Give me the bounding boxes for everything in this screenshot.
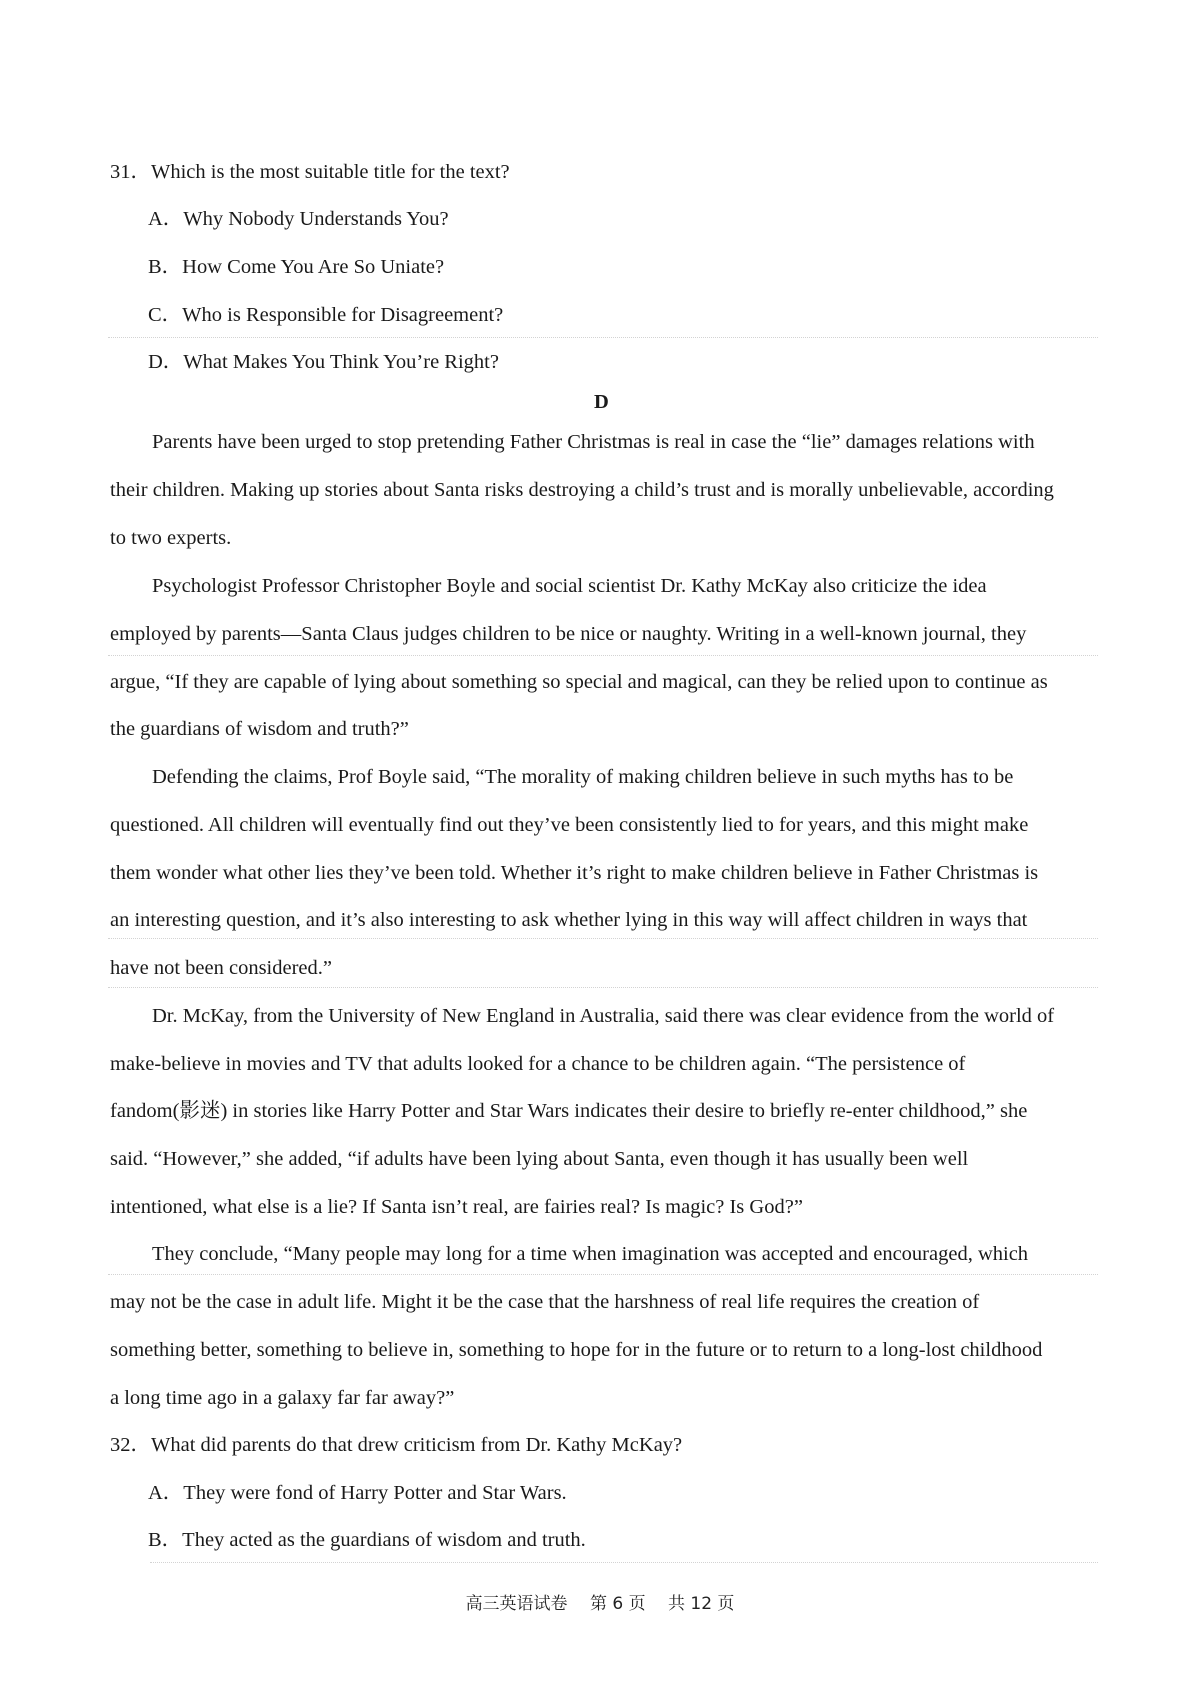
- passage-line: the guardians of wisdom and truth?”: [110, 718, 409, 740]
- question-31-option-d: D．What Makes You Think You’re Right?: [148, 351, 499, 373]
- question-31-stem: 31．Which is the most suitable title for the text?: [110, 161, 510, 183]
- passage-line: Defending the claims, Prof Boyle said, “The morality of making children believe in such myths has to be: [152, 766, 1014, 788]
- passage-line: have not been considered.”: [110, 957, 332, 979]
- section-heading: D: [594, 391, 609, 413]
- passage-line: an interesting question, and it’s also interesting to ask whether lying in this way will affect children in ways that: [110, 909, 1028, 931]
- dotted-divider: [108, 938, 1098, 939]
- question-32-option-b: B．They acted as the guardians of wisdom and truth.: [148, 1529, 586, 1551]
- question-32-option-a: A．They were fond of Harry Potter and Star Wars.: [148, 1482, 567, 1504]
- passage-line: Dr. McKay, from the University of New England in Australia, said there was clear evidence from the world of: [152, 1005, 1055, 1027]
- passage-line: argue, “If they are capable of lying about something so special and magical, can they be relied upon to continue as: [110, 671, 1048, 693]
- passage-line: to two experts.: [110, 527, 232, 549]
- passage-line: said. “However,” she added, “if adults have been lying about Santa, even though it has usually been well: [110, 1148, 969, 1170]
- passage-line: a long time ago in a galaxy far far away?”: [110, 1387, 455, 1409]
- question-31-option-a: A．Why Nobody Understands You?: [148, 208, 449, 230]
- passage-line: their children. Making up stories about Santa risks destroying a child’s trust and is morally unbelievable, according: [110, 479, 1054, 501]
- dotted-divider: [108, 1274, 1098, 1275]
- dotted-divider: [108, 987, 1098, 988]
- passage-line: questioned. All children will eventually find out they’ve been consistently lied to for years, and this might make: [110, 814, 1029, 836]
- page-footer: 高三英语试卷 第 6 页 共 12 页: [465, 1594, 735, 1614]
- dotted-divider: [108, 655, 1098, 656]
- question-32-stem: 32．What did parents do that drew criticism from Dr. Kathy McKay?: [110, 1434, 683, 1456]
- passage-line: Parents have been urged to stop pretending Father Christmas is real in case the “lie” damages relations with: [152, 431, 1035, 453]
- dotted-divider: [150, 1562, 1098, 1563]
- passage-line: fandom(影迷) in stories like Harry Potter and Star Wars indicates their desire to briefly re-enter childhood,” she: [110, 1100, 1028, 1122]
- passage-line: them wonder what other lies they’ve been told. Whether it’s right to make children believe in Father Christmas is: [110, 862, 1039, 884]
- question-31-option-c: C．Who is Responsible for Disagreement?: [148, 304, 504, 326]
- question-31-option-b: B．How Come You Are So Uniate?: [148, 256, 445, 278]
- passage-line: make-believe in movies and TV that adults looked for a chance to be children again. “The persistence of: [110, 1053, 966, 1075]
- passage-line: may not be the case in adult life. Might it be the case that the harshness of real life requires the creation of: [110, 1291, 980, 1313]
- passage-line: Psychologist Professor Christopher Boyle and social scientist Dr. Kathy McKay also criticize the idea: [152, 575, 987, 597]
- passage-line: employed by parents—Santa Claus judges children to be nice or naughty. Writing in a well-known journal, they: [110, 623, 1027, 645]
- passage-line: intentioned, what else is a lie? If Santa isn’t real, are fairies real? Is magic? Is God?”: [110, 1196, 803, 1218]
- passage-line: They conclude, “Many people may long for a time when imagination was accepted and encouraged, which: [152, 1243, 1029, 1265]
- passage-line: something better, something to believe in, something to hope for in the future or to return to a long-lost childhood: [110, 1339, 1043, 1361]
- dotted-divider: [108, 337, 1098, 338]
